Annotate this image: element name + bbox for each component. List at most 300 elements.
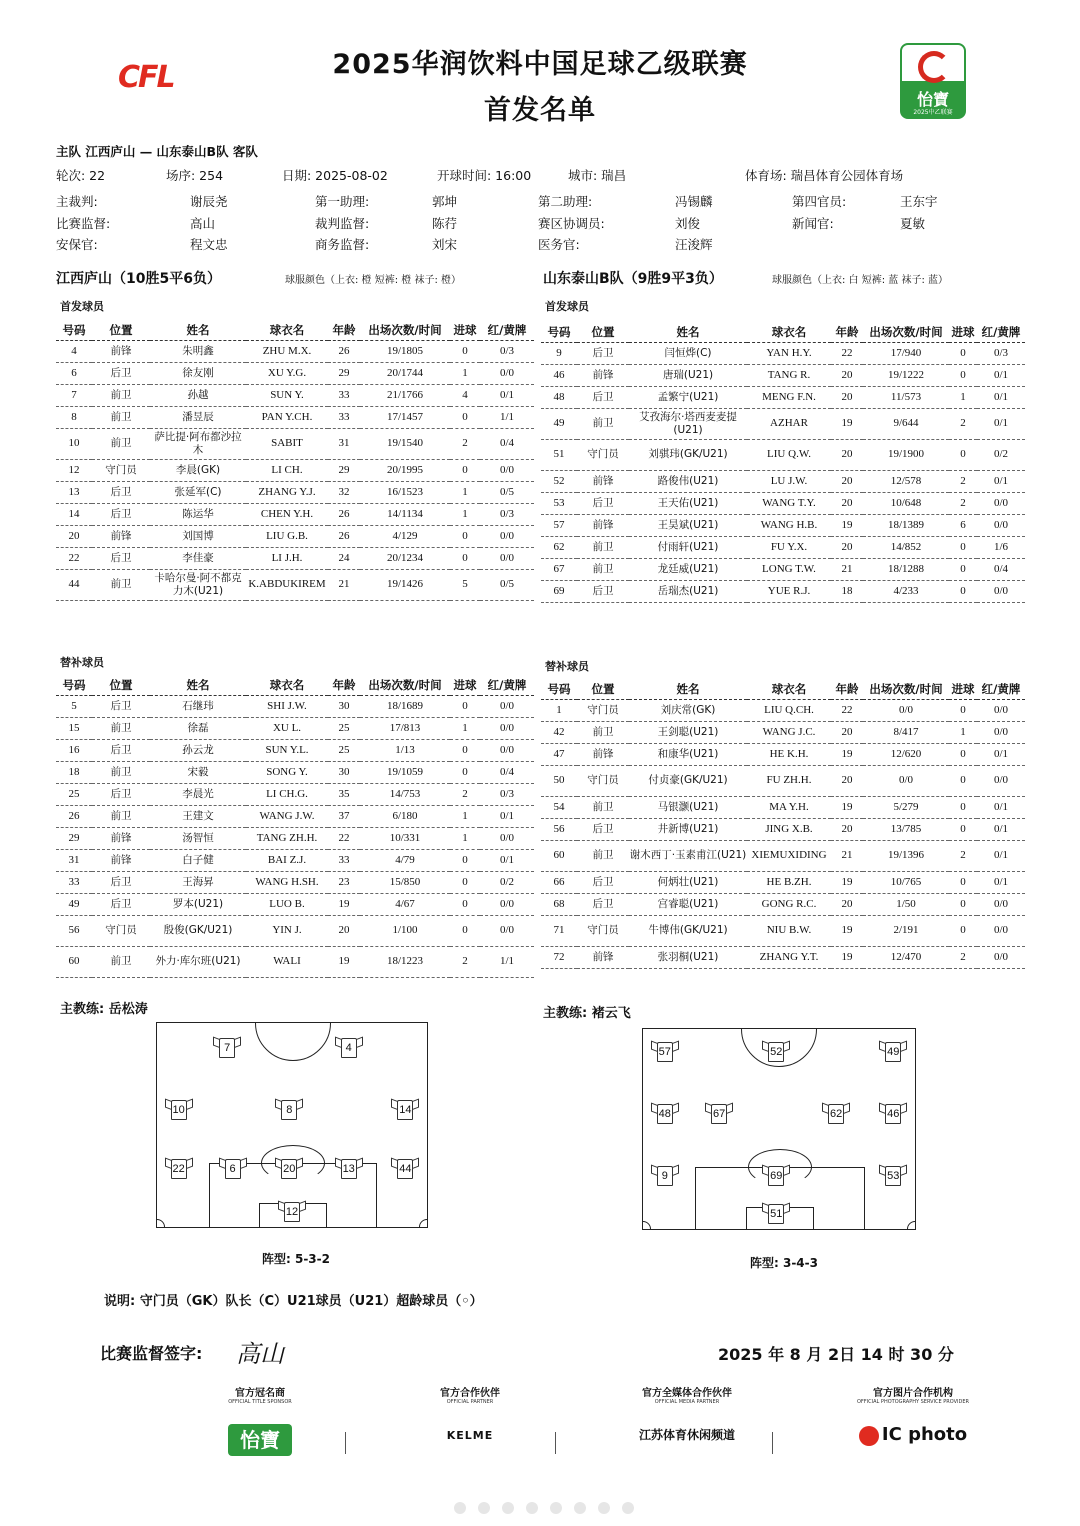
table-row	[56, 547, 534, 569]
table-cell: 19	[831, 915, 863, 946]
table-cell: 0	[450, 761, 480, 783]
table-cell: WANG H.B.	[747, 514, 831, 536]
table-cell: 54	[541, 796, 577, 818]
table-cell: 0	[949, 796, 977, 818]
table-cell: 21/1766	[360, 384, 450, 406]
table-cell: 2	[450, 946, 480, 977]
sponsor-logo	[612, 1424, 762, 1443]
sponsor-sublabel: OFFICIAL PARTNER	[446, 1399, 494, 1405]
table-cell: 后卫	[577, 893, 629, 915]
sponsor-label: 官方全媒体合作伙伴	[642, 1388, 732, 1399]
table-cell: WALI	[246, 946, 328, 977]
table-cell: 12/620	[863, 743, 949, 765]
table-cell: 后卫	[577, 386, 629, 408]
table-cell: 0	[949, 818, 977, 840]
table-row	[56, 481, 534, 503]
table-cell: 19	[831, 796, 863, 818]
swirl-icon	[918, 51, 950, 83]
table-cell: 4	[56, 340, 92, 362]
table-row	[541, 840, 1025, 871]
column-header: 球衣名	[246, 320, 328, 340]
official-name: 汪浚辉	[675, 237, 713, 252]
table-cell: 30	[328, 695, 360, 717]
table-cell: 井新博(U21)	[629, 818, 747, 840]
table-cell: 萨比提·阿布都沙拉木	[150, 428, 246, 459]
table-cell: 19	[831, 743, 863, 765]
table-cell: 19/1396	[863, 840, 949, 871]
column-header: 进球	[949, 322, 977, 342]
table-cell: 14/852	[863, 536, 949, 558]
player-shirt-icon	[762, 1163, 790, 1187]
match-date: 日期: 2025-08-02	[282, 168, 388, 183]
table-cell: 0	[949, 342, 977, 364]
table-cell: 1/6	[977, 536, 1025, 558]
signature-label: 比赛监督签字:	[100, 1344, 203, 1363]
table-cell: 0	[949, 871, 977, 893]
sponsor-sublabel: OFFICIAL PHOTOGRAPHY SERVICE PROVIDER	[857, 1399, 969, 1405]
table-cell: 20	[831, 386, 863, 408]
table-cell: 33	[56, 871, 92, 893]
table-row	[541, 364, 1025, 386]
table-cell: SUN Y.	[246, 384, 328, 406]
table-row	[56, 827, 534, 849]
table-cell: 20/1234	[360, 547, 450, 569]
table-cell: 22	[328, 827, 360, 849]
column-header: 进球	[949, 679, 977, 699]
home-team-header: 江西庐山（10胜5平6负）	[56, 271, 221, 287]
table-row	[541, 915, 1025, 946]
official-name: 刘俊	[675, 216, 701, 231]
sponsor-logo-text: KELME	[446, 1429, 494, 1442]
table-row	[541, 765, 1025, 796]
table-cell: CHEN Y.H.	[246, 503, 328, 525]
table-cell: 0	[949, 364, 977, 386]
table-cell: 10/765	[863, 871, 949, 893]
shirt-number: 57	[658, 1046, 671, 1058]
table-cell: 14/1134	[360, 503, 450, 525]
table-cell: 42	[541, 721, 577, 743]
official-name: 冯锡麟	[675, 194, 713, 209]
player-shirt-icon	[278, 1199, 306, 1223]
table-cell: 51	[541, 439, 577, 470]
table-cell: 汤智恒	[150, 827, 246, 849]
table-cell: 2	[450, 428, 480, 459]
table-cell: 前卫	[92, 406, 150, 428]
table-cell: 10/648	[863, 492, 949, 514]
table-cell: 14	[56, 503, 92, 525]
table-cell: YIN J.	[246, 915, 328, 946]
table-row	[56, 406, 534, 428]
table-cell: LI J.H.	[246, 547, 328, 569]
player-shirt-icon	[165, 1156, 193, 1180]
table-cell: 李晨光	[150, 783, 246, 805]
column-header: 进球	[450, 675, 480, 695]
column-header: 姓名	[629, 679, 747, 699]
table-cell: 0	[949, 536, 977, 558]
table-cell: 0/1	[480, 384, 534, 406]
table-cell: 5	[56, 695, 92, 717]
table-cell: LI CH.G.	[246, 783, 328, 805]
table-cell: 49	[541, 408, 577, 439]
table-cell: 0/0	[977, 514, 1025, 536]
table-cell: 2	[949, 492, 977, 514]
home-subs-label: 替补球员	[60, 656, 104, 669]
table-cell: 2	[949, 946, 977, 968]
table-row	[541, 893, 1025, 915]
table-cell: ZHANG Y.T.	[747, 946, 831, 968]
table-row	[56, 717, 534, 739]
shirt-number: 67	[713, 1108, 726, 1120]
table-cell: 徐磊	[150, 717, 246, 739]
table-cell: 前锋	[92, 525, 150, 547]
table-cell: 0/3	[977, 342, 1025, 364]
table-cell: 后卫	[577, 342, 629, 364]
table-cell: 0/4	[977, 558, 1025, 580]
table-cell: 26	[56, 805, 92, 827]
column-header: 红/黄牌	[480, 320, 534, 340]
table-cell: WANG J.W.	[246, 805, 328, 827]
table-row	[541, 818, 1025, 840]
table-cell: SONG Y.	[246, 761, 328, 783]
table-cell: 谢木西丁·玉素甫江(U21)	[629, 840, 747, 871]
away-subs-label: 替补球员	[545, 660, 589, 673]
table-cell: 33	[328, 406, 360, 428]
table-cell: 50	[541, 765, 577, 796]
table-row	[541, 470, 1025, 492]
table-row	[56, 503, 534, 525]
column-header: 出场次数/时间	[863, 679, 949, 699]
player-shirt-icon	[213, 1035, 241, 1059]
player-shirt-icon	[391, 1097, 419, 1121]
table-cell: 1	[450, 827, 480, 849]
table-cell: 56	[541, 818, 577, 840]
table-cell: LIU Q.W.	[747, 439, 831, 470]
table-row	[541, 580, 1025, 602]
table-row	[541, 514, 1025, 536]
table-header-row	[541, 322, 1025, 342]
table-cell: 0	[450, 893, 480, 915]
table-cell: 0/1	[977, 364, 1025, 386]
table-cell: 13/785	[863, 818, 949, 840]
table-cell: LUO B.	[246, 893, 328, 915]
corner-arc	[156, 1219, 165, 1228]
table-cell: 1	[949, 386, 977, 408]
player-shirt-icon	[275, 1156, 303, 1180]
table-row	[541, 492, 1025, 514]
table-cell: 岳瑞杰(U21)	[629, 580, 747, 602]
table-cell: 14/753	[360, 783, 450, 805]
official-role: 比赛监督:	[56, 216, 111, 231]
table-cell: 20	[56, 525, 92, 547]
table-cell: 1	[541, 699, 577, 721]
official-name: 王东宇	[900, 194, 938, 209]
shirt-number: 62	[829, 1108, 843, 1120]
table-cell: 和康华(U21)	[629, 743, 747, 765]
table-cell: 龙廷威(U21)	[629, 558, 747, 580]
table-cell: 30	[328, 761, 360, 783]
table-cell: 宫睿聪(U21)	[629, 893, 747, 915]
sponsor-divider	[555, 1432, 556, 1454]
table-cell: 前卫	[577, 840, 629, 871]
table-cell: LU J.W.	[747, 470, 831, 492]
table-cell: 24	[328, 547, 360, 569]
table-cell: 0/0	[480, 362, 534, 384]
table-row	[541, 408, 1025, 439]
table-header-row	[56, 320, 534, 340]
table-cell: 1	[450, 481, 480, 503]
table-cell: 20	[831, 536, 863, 558]
player-shirt-icon	[822, 1101, 850, 1125]
table-cell: 16/1523	[360, 481, 450, 503]
table-cell: 0/1	[977, 796, 1025, 818]
table-cell: 前卫	[577, 558, 629, 580]
table-cell: 守门员	[92, 915, 150, 946]
shirt-number: 12	[285, 1205, 299, 1218]
table-cell: 12	[56, 459, 92, 481]
table-cell: 0/1	[480, 849, 534, 871]
column-header: 号码	[56, 675, 92, 695]
table-cell: 31	[328, 428, 360, 459]
player-shirt-icon	[335, 1156, 363, 1180]
table-cell: 前锋	[577, 743, 629, 765]
table-row	[56, 695, 534, 717]
table-cell: 2	[949, 840, 977, 871]
column-header: 红/黄牌	[480, 675, 534, 695]
table-row	[541, 342, 1025, 364]
column-header: 球衣名	[747, 679, 831, 699]
table-cell: 26	[328, 340, 360, 362]
player-shirt-icon	[879, 1101, 907, 1125]
sign-time: 2025 年 8 月 2日 14 时 30 分	[718, 1345, 954, 1364]
table-cell: 守门员	[577, 699, 629, 721]
table-cell: 10/331	[360, 827, 450, 849]
official-role: 第四官员:	[792, 194, 847, 209]
table-cell: 0/0	[480, 739, 534, 761]
table-cell: 卡哈尔曼·阿不都克力木(U21)	[150, 569, 246, 600]
table-cell: 朱明鑫	[150, 340, 246, 362]
sheet-title: 首发名单	[484, 95, 596, 126]
table-cell: 0/3	[480, 783, 534, 805]
table-cell: 刘庆常(GK)	[629, 699, 747, 721]
table-cell: 0/4	[480, 428, 534, 459]
table-cell: 付贞豪(GK/U21)	[629, 765, 747, 796]
player-shirt-icon	[651, 1101, 679, 1125]
table-cell: 徐友刚	[150, 362, 246, 384]
player-shirt-icon	[335, 1035, 363, 1059]
table-cell: 37	[328, 805, 360, 827]
table-cell: 33	[328, 849, 360, 871]
column-header: 年龄	[328, 320, 360, 340]
table-cell: 0/2	[480, 871, 534, 893]
column-header: 姓名	[150, 675, 246, 695]
venue: 体育场: 瑞昌体育公园体育场	[745, 168, 904, 183]
column-header: 红/黄牌	[977, 322, 1025, 342]
shirt-number: 69	[770, 1170, 783, 1182]
table-cell: 20	[831, 439, 863, 470]
table-cell: 62	[541, 536, 577, 558]
table-header-row	[541, 679, 1025, 699]
table-cell: 2	[949, 408, 977, 439]
table-cell: 21	[831, 840, 863, 871]
official-role: 医务官:	[538, 237, 580, 252]
table-cell: 25	[56, 783, 92, 805]
table-cell: 守门员	[577, 765, 629, 796]
official-name: 郭坤	[432, 194, 458, 209]
table-cell: 69	[541, 580, 577, 602]
table-cell: 56	[56, 915, 92, 946]
dots-icon	[440, 1501, 640, 1515]
table-cell: 0/1	[480, 805, 534, 827]
official-name: 陈荇	[432, 216, 458, 231]
column-header: 球衣名	[747, 322, 831, 342]
away-formation: 阵型: 3-4-3	[750, 1256, 818, 1270]
ic-photo-icon	[859, 1426, 879, 1446]
table-cell: JING X.B.	[747, 818, 831, 840]
table-cell: 0/0	[863, 765, 949, 796]
table-cell: 0/0	[480, 717, 534, 739]
official-role: 安保官:	[56, 237, 98, 252]
away-subs-table	[541, 679, 1025, 969]
table-cell: 0/0	[977, 580, 1025, 602]
table-cell: 后卫	[92, 503, 150, 525]
table-cell: 18/1689	[360, 695, 450, 717]
table-cell: 0/0	[480, 459, 534, 481]
table-cell: 71	[541, 915, 577, 946]
table-row	[541, 439, 1025, 470]
table-cell: 17/1457	[360, 406, 450, 428]
table-cell: 20	[831, 364, 863, 386]
table-cell: 后卫	[577, 492, 629, 514]
table-cell: 25	[328, 739, 360, 761]
table-cell: MENG F.N.	[747, 386, 831, 408]
table-cell: 前锋	[577, 364, 629, 386]
table-cell: 0	[450, 525, 480, 547]
table-cell: 20	[831, 492, 863, 514]
sponsor-label: 官方图片合作机构	[873, 1388, 953, 1399]
table-cell: 1	[450, 503, 480, 525]
table-cell: 1/100	[360, 915, 450, 946]
table-cell: 0	[450, 871, 480, 893]
table-cell: 后卫	[92, 695, 150, 717]
corner-arc	[642, 1221, 651, 1230]
table-cell: 0/3	[480, 503, 534, 525]
table-cell: 20	[831, 765, 863, 796]
official-name: 夏敏	[900, 216, 926, 231]
table-cell: 21	[831, 558, 863, 580]
table-cell: 前锋	[92, 849, 150, 871]
table-cell: 0/1	[977, 840, 1025, 871]
table-cell: TANG ZH.H.	[246, 827, 328, 849]
table-cell: 0/0	[977, 946, 1025, 968]
table-cell: 0	[949, 765, 977, 796]
player-shirt-icon	[391, 1156, 419, 1180]
table-cell: 后卫	[92, 481, 150, 503]
table-cell: 0	[949, 439, 977, 470]
legend-note: 说明: 守门员（GK）队长（C）U21球员（U21）超龄球员（◦）	[104, 1294, 483, 1309]
table-cell: 33	[328, 384, 360, 406]
table-cell: 26	[328, 525, 360, 547]
table-row	[56, 362, 534, 384]
column-header: 姓名	[629, 322, 747, 342]
table-cell: 29	[328, 459, 360, 481]
table-cell: 0	[949, 915, 977, 946]
table-cell: 1/50	[863, 893, 949, 915]
table-cell: 66	[541, 871, 577, 893]
table-cell: 后卫	[577, 580, 629, 602]
column-header: 球衣名	[246, 675, 328, 695]
official-name: 程文忠	[190, 237, 228, 252]
table-cell: 11/573	[863, 386, 949, 408]
table-cell: 0/0	[480, 547, 534, 569]
table-cell: 21	[328, 569, 360, 600]
away-starters-label: 首发球员	[545, 300, 589, 313]
table-cell: 艾孜海尔·塔西麦麦提(U21)	[629, 408, 747, 439]
table-cell: 前卫	[92, 761, 150, 783]
table-cell: 18/1389	[863, 514, 949, 536]
table-cell: 前锋	[577, 470, 629, 492]
table-cell: 1	[450, 717, 480, 739]
table-cell: FU ZH.H.	[747, 765, 831, 796]
table-cell: WANG T.Y.	[747, 492, 831, 514]
table-cell: NIU B.W.	[747, 915, 831, 946]
home-coach: 主教练: 岳松涛	[60, 1002, 148, 1017]
table-cell: 22	[831, 342, 863, 364]
official-role: 裁判监督:	[315, 216, 370, 231]
table-cell: 31	[56, 849, 92, 871]
table-cell: 前卫	[577, 536, 629, 558]
table-cell: 19/1900	[863, 439, 949, 470]
table-cell: 6/180	[360, 805, 450, 827]
corner-arc	[907, 1221, 916, 1230]
table-cell: 0/0	[977, 492, 1025, 514]
table-row	[541, 558, 1025, 580]
table-row	[56, 340, 534, 362]
table-cell: 前卫	[92, 946, 150, 977]
table-cell: 前卫	[577, 408, 629, 439]
table-cell: 20/1744	[360, 362, 450, 384]
table-cell: 67	[541, 558, 577, 580]
table-row	[56, 384, 534, 406]
table-cell: 前锋	[577, 946, 629, 968]
table-cell: 0	[450, 459, 480, 481]
table-cell: 0/0	[480, 695, 534, 717]
table-cell: 0/1	[977, 743, 1025, 765]
table-cell: 19	[328, 946, 360, 977]
table-cell: 0/1	[977, 386, 1025, 408]
table-cell: PAN Y.CH.	[246, 406, 328, 428]
player-shirt-icon	[219, 1156, 247, 1180]
table-cell: HE K.H.	[747, 743, 831, 765]
table-cell: ZHU M.X.	[246, 340, 328, 362]
center-circle-arc	[255, 1022, 331, 1061]
sponsor-logo	[395, 1424, 545, 1443]
column-header: 位置	[577, 322, 629, 342]
table-cell: 后卫	[577, 818, 629, 840]
column-header: 号码	[541, 679, 577, 699]
shirt-number: 20	[283, 1162, 296, 1175]
table-row	[56, 849, 534, 871]
table-cell: 60	[56, 946, 92, 977]
table-cell: 0/2	[977, 439, 1025, 470]
table-cell: 29	[328, 362, 360, 384]
away-formation-pitch	[642, 1028, 916, 1230]
table-cell: 4	[450, 384, 480, 406]
player-shirt-icon	[879, 1163, 907, 1187]
table-cell: 10	[56, 428, 92, 459]
table-row	[56, 783, 534, 805]
table-cell: 1	[450, 362, 480, 384]
official-name: 高山	[190, 216, 216, 231]
